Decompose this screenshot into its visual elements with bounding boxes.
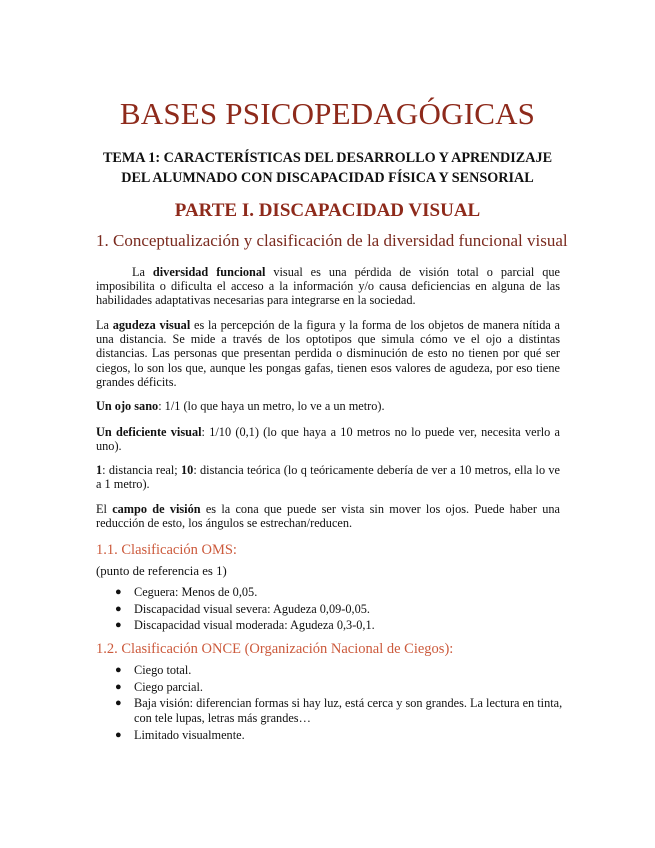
- p5-mid: : distancia real;: [102, 463, 182, 477]
- bullet-icon: ●: [115, 680, 122, 693]
- p6-pre: El: [96, 502, 113, 516]
- bullet-icon: ●: [115, 619, 122, 631]
- list-item: ● Discapacidad visual severa: Agudeza 0,09-0,05.: [115, 601, 370, 616]
- p4-post: : 1/10 (0,1) (lo que haya a 10 metros no lo puede ver, necesita verlo a uno).: [96, 425, 561, 454]
- subtitle-line-1: TEMA 1: CARACTERÍSTICAS DEL DESARROLLO Y APRENDIZAJE: [102, 150, 553, 166]
- p2-bold: agudeza visual: [112, 318, 191, 332]
- paragraph-diversidad-funcional: [96, 265, 560, 308]
- once-classification-list: [96, 663, 566, 744]
- p3-post: : 1/1 (lo que haya un metro, lo ve a un metro).: [158, 399, 385, 413]
- p5-bold-1: 1: [96, 463, 103, 477]
- subsection-once-title: 1.2. Clasificación ONCE (Organización Nacional de Ciegos):: [96, 641, 454, 657]
- p5-post: : distancia teórica (lo q teóricamente debería de ver a 10 metros, ella lo ve a 1 metro).: [96, 463, 560, 492]
- p1-bold: diversidad funcional: [152, 265, 266, 279]
- bullet-icon: ●: [115, 586, 122, 598]
- p5-bold-2: 10: [181, 463, 194, 477]
- p2-pre: La: [96, 318, 113, 332]
- topic-subtitle: [60, 148, 595, 188]
- p2-post: es la percepción de la figura y la forma de los objetos de manera nítida a una distancia. Se mide a través de los optotipos que simula cómo ve el ojo a distintas distancias. Las personas que presentan perdida o disminución de esto no tienen por qué ser ciegos, lo son los que, aunque les pongas gafas, tienen esos valores de agudeza, por eso tiene grandes déficits.: [96, 318, 561, 389]
- oms-reference-note: (punto de referencia es 1): [96, 564, 227, 578]
- p1-post: visual es una pérdida de visión total o parcial que imposibilita o dificulta el acceso a la información y/o causa deficiencias en alguna de las habilidades adaptativas necesarias para integrarse en la sociedad.: [96, 265, 560, 308]
- oms-classification-list: [96, 585, 566, 635]
- paragraph-distancias: [96, 463, 560, 491]
- subsection-oms-title: 1.1. Clasificación OMS:: [96, 542, 237, 558]
- subtitle-line-2: DEL ALUMNADO CON DISCAPACIDAD FÍSICA Y SENSORIAL: [121, 170, 534, 186]
- list-item: ● Limitado visualmente.: [115, 727, 245, 742]
- paragraph-campo-vision: [96, 502, 560, 530]
- bullet-icon: ●: [115, 602, 122, 615]
- bullet-icon: ●: [115, 728, 122, 741]
- p6-post: es la cona que puede ser vista sin mover los ojos. Puede haber una reducción de esto, los ángulos se estrechan/reducen.: [96, 502, 560, 531]
- bullet-icon: ●: [115, 664, 122, 676]
- list-item: ● Ciego parcial.: [115, 679, 203, 694]
- p4-bold: Un deficiente visual: [96, 425, 202, 439]
- list-item: ● Ceguera: Menos de 0,05.: [115, 585, 258, 599]
- paragraph-agudeza-visual: [96, 318, 560, 389]
- list-item: ● Baja visión: diferencian formas si hay luz, está cerca y son grandes. La lectura en tinta, con tele lupas, letras más grandes…: [115, 696, 563, 725]
- part-title: PARTE I. DISCAPACIDAD VISUAL: [174, 200, 481, 221]
- section-1-title: 1. Conceptualización y clasificación de la diversidad funcional visual: [96, 231, 568, 250]
- p6-bold: campo de visión: [112, 502, 201, 516]
- list-item: ● Ciego total.: [115, 663, 192, 677]
- paragraph-ojo-sano: [96, 399, 560, 413]
- p3-bold: Un ojo sano: [96, 399, 159, 413]
- list-item: ● Discapacidad visual moderada: Agudeza 0,3-0,1.: [115, 618, 375, 632]
- p1-pre: La: [132, 265, 153, 279]
- paragraph-deficiente-visual: [96, 425, 560, 453]
- bullet-icon: ●: [115, 697, 122, 709]
- document-title: BASES PSICOPEDAGÓGICAS: [119, 96, 536, 131]
